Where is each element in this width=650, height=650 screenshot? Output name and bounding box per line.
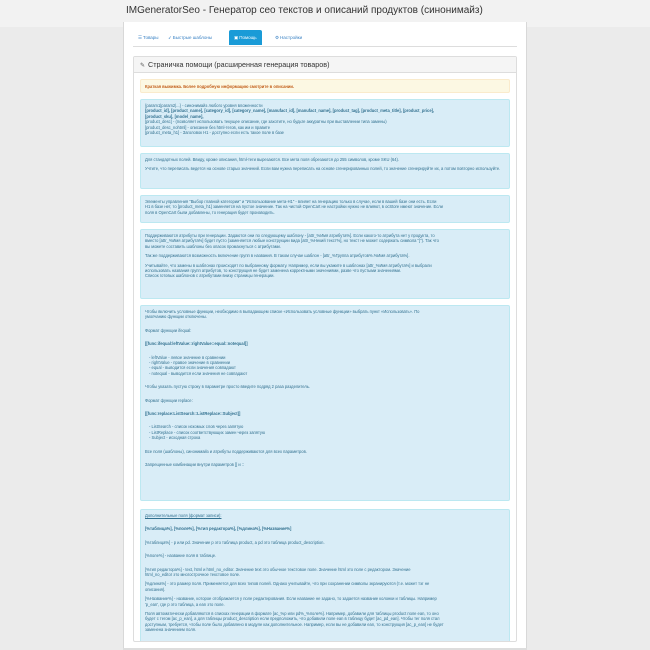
panel-heading: ✎ Страничка помощи (расширенная генерация товаров) xyxy=(134,57,516,73)
tab-products[interactable]: ☰Товары xyxy=(138,35,159,40)
category-h1-info-box: Элементы управления "Выбор главной категории" и "Использование мета-H1" - влияет на генерацию только в случае, если в вашей базе они есть. Если H1 в базе нет, то [product_meta_h1] заменяется на пустое значение. Так на чистой OpenCart не настройки нужно не влияют, в ocStore имеют значение. Если поля в OpenCart были добавлены, то генерация будет производить. xyxy=(140,195,510,223)
tab-settings[interactable]: ⚙Настройки xyxy=(275,35,303,40)
main-page xyxy=(123,22,527,650)
tab-quick-templates[interactable]: ➶Быстрые шаблоны xyxy=(168,35,213,40)
tab-help[interactable]: ▣Помощь xyxy=(229,30,262,45)
gear-icon: ⚙ xyxy=(275,35,280,40)
help-icon: ▣ xyxy=(234,35,239,40)
help-panel xyxy=(133,56,517,642)
window-title: IMGeneratorSeo - Генератор сео текстов и описаний продуктов (синонимайз) xyxy=(0,0,650,27)
tags-info-box: {param1|param2|...} - синонимайз любого уровня вложенности [product_id], [product_name], [category_id], [category_name], [manufact_id], [manufact_name], [product_tag], [product_meta_title], [product_price], [product_sku], [model_name], [product_desc] - (позволяет использовать текущее описание, где захотите, но будьте аккуратны при выставлении типа замены) [product_desc_nohtml] - описание без html-тегов, как им и правите [product_meta_h1] - Заголовок H1 - доступно если есть такое поле в базе xyxy=(140,99,510,147)
standard-fields-info-box: Для стандартных полей. Ввиду, кроме описания, html-теги вырезаются. Все мета поля обрезаются до 255 символов, кроме SKU (64). Учтите, что переписать ведется на основе старых значений. Если вам нужна переписать на основе сгенерированных полей, то значение сгенерируйте их, а потом повторно используйте. xyxy=(140,153,510,189)
summary-warning: Краткая выжимка. Более подробную информацию смотрите в описании. xyxy=(140,79,510,93)
tab-bar xyxy=(133,28,517,47)
pencil-icon: ✎ xyxy=(140,63,146,69)
rocket-icon: ➶ xyxy=(168,35,172,40)
extra-fields-info-box: Дополнительные поля (формат записи): [%таблица%], [%поле%], [%тип редактора%], [%длина%], [%Название%] [%таблица%] - p или pd. Значение p это таблица product, а pd это таблица product_description. [%поле%] - название поля в таблице. [%тип редактора%] - text, html и html_no_editor. Значение text это обычное текстовое поле. Значение html это поле с редактором. Значение html_no_editor это многострочное текстовое поле. [%длина%] - это размер поля. Применяется для всех типов полей. Однако учитывайте, что при сохранении символы экранируются (т.е. может тэг не описания). [%Название%] - название, которое отображается у поле редактирования. Если название не задано, то задается название колонки и таблицы. Например 'p_ean', где p это таблица, а ean это поле. Поля автоматически добавляются в списках генерации в формате [ac_%p или pd%_%поле%]. Например, добавили для таблицы product поле ean, то оно будет с тегом [ac_p_ean], а для таблицы product_description если предположить, что добавили поле ean в таблицу будет [ac_pd_ean]. Чтобы тег поля стал доступным, требуется, чтобы поле было добавлено в модуле как дополнительное. Например, если вы не добавили ean, то конструкция [ac_p_ean] не будет заменена значением поля. xyxy=(140,509,510,642)
attributes-info-box: Поддерживаются атрибуты при генерации. Задаются они по следующему шаблону - [attr_%Имя атрибута%]. Если какого-то атрибута нет у продукта, то вместо [attr_%Имя атрибута%] будет пусто (заменяется любые конструкции вида [attr_%Некий текст%], но текст не может содержать символа "]"). Так что вы можете составить шаблоны без опасок промахнуться с атрибутами. Так же поддерживаются возможность включение групп в названия. В таком случае шаблон - [attr_%Группа атрибутов%.%Имя атрибута%]. Учитывайте, что замены в шаблонах происходят по выбранному формату. Например, если вы укажите в шаблонах [attr_%Имя атрибута%] и выбрали использовать названия групп атрибутов, то конструкция не будет заменена корректными значениями, разве что пустыми значениями. Список готовых шаблонов с атрибутами внизу страницы генерации. xyxy=(140,229,510,299)
conditional-functions-info-box: Чтобы включить условные функции, необходимо в выпадающем списке «Использовать условные функции» выбрать пункт «Использовать». По умолчанию функции отключены. Формат функции ifequal: [[func:ifequal:leftValue::rightValue::equal::notequal]] - leftValue - левое значение в сравнении - rightValue - правое значение в сравнении - equal - выводится если значения совпадают - notequal - выводится если значения не совпадают Чтобы указать пустую строку в параметре просто введите подряд 2 раза разделитель. Формат функции replace: [[func:replace:ListSearch::ListReplace::Subject]] - ListSearch - список искомых слов через запятую - ListReplace - список соответствующих замен через запятую - Subject - исходная строка Все поля (шаблоны), синонимайз и атрибуты поддерживаются для всех параметров. Запрещенные комбинации внутри параметров [[ и :: xyxy=(140,305,510,501)
list-icon: ☰ xyxy=(138,35,143,40)
